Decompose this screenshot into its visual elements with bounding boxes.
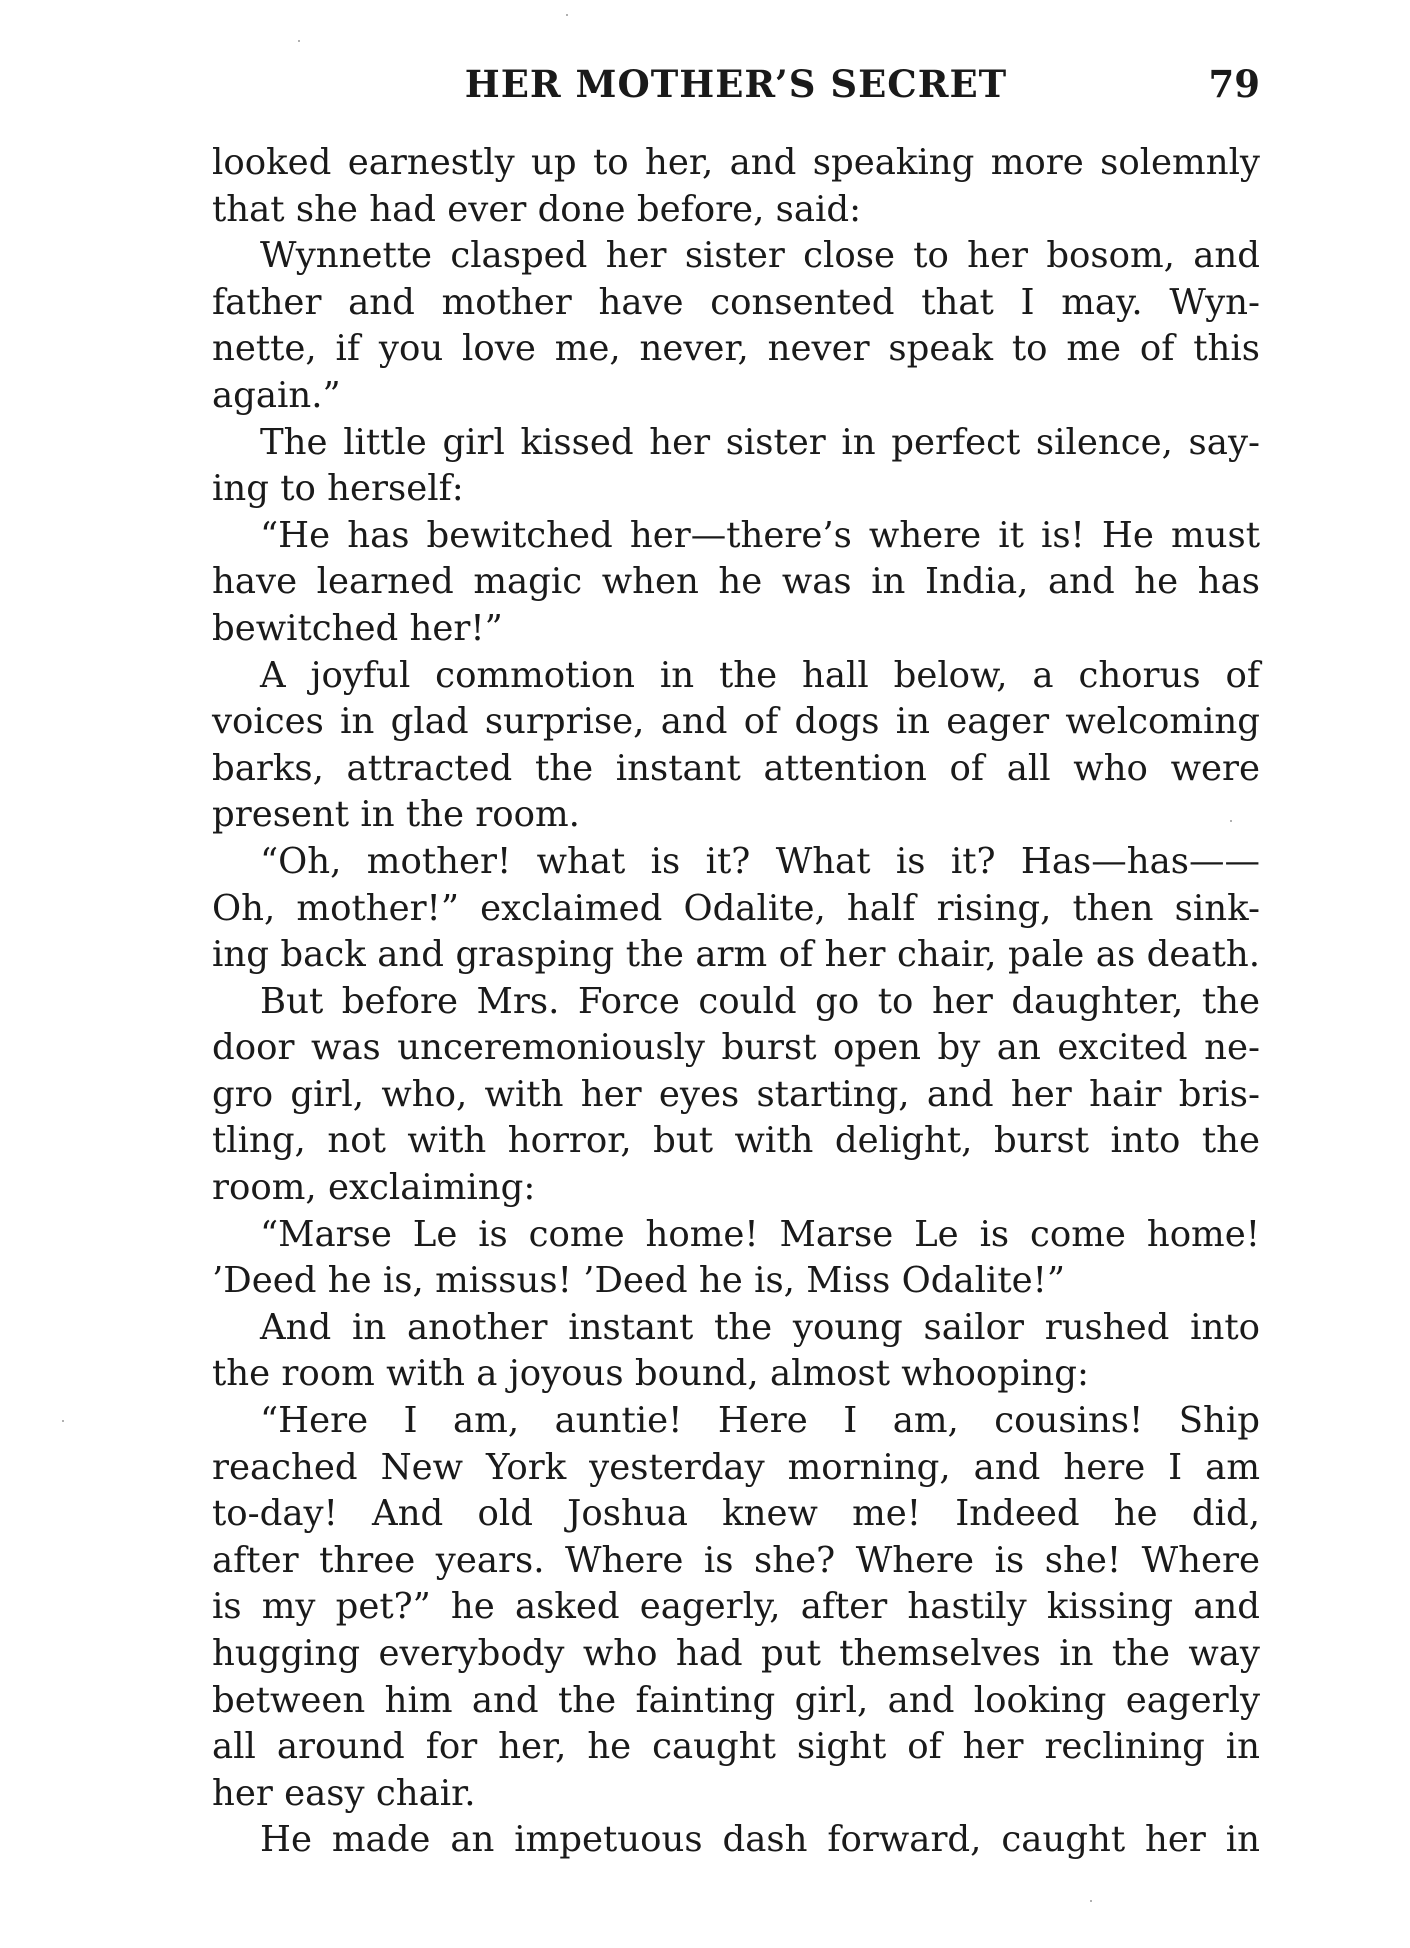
text-line: to-day! And old Joshua knew me! Indeed he did, bbox=[212, 1493, 1260, 1535]
text-line: ’Deed he is, missus! ’Deed he is, Miss Odalite!” bbox=[212, 1260, 1066, 1302]
text-line: her easy chair. bbox=[212, 1772, 476, 1814]
text-line: ing back and grasping the arm of her chair, pale as death. bbox=[212, 934, 1260, 976]
text-line: present in the room. bbox=[212, 794, 580, 836]
text-line: again.” bbox=[212, 374, 341, 416]
paper-speck bbox=[62, 1420, 64, 1422]
text-line: the room with a joyous bound, almost whooping: bbox=[212, 1353, 1089, 1395]
paper-speck bbox=[1090, 1900, 1092, 1902]
text-line: between him and the fainting girl, and looking eagerly bbox=[212, 1679, 1260, 1721]
text-line: But before Mrs. Force could go to her daughter, the bbox=[260, 980, 1260, 1022]
text-line: Wynnette clasped her sister close to her bosom, and bbox=[260, 235, 1260, 277]
text-line: after three years. Where is she? Where is she! Where bbox=[212, 1539, 1260, 1581]
text-line: gro girl, who, with her eyes starting, and her hair bris- bbox=[212, 1073, 1260, 1115]
text-line: looked earnestly up to her, and speaking more solemnly bbox=[212, 142, 1260, 183]
text-line: tling, not with horror, but with delight, burst into the bbox=[212, 1120, 1260, 1162]
text-line: have learned magic when he was in India, and he has bbox=[212, 561, 1260, 603]
text-line: A joyful commotion in the hall below, a chorus of bbox=[260, 654, 1260, 696]
running-head bbox=[212, 58, 1260, 110]
text-line: Oh, mother!” exclaimed Odalite, half rising, then sink- bbox=[212, 887, 1260, 929]
text-line: nette, if you love me, never, never speak to me of this bbox=[212, 328, 1260, 370]
text-line: “Marse Le is come home! Marse Le is come home! bbox=[260, 1213, 1260, 1255]
text-line: And in another instant the young sailor rushed into bbox=[260, 1306, 1260, 1348]
paper-speck bbox=[1230, 820, 1232, 822]
text-line: The little girl kissed her sister in perfect silence, say- bbox=[260, 421, 1260, 463]
text-line: barks, attracted the instant attention of all who were bbox=[212, 747, 1260, 789]
text-line: is my pet?” he asked eagerly, after hastily kissing and bbox=[212, 1586, 1260, 1628]
text-line: “Here I am, auntie! Here I am, cousins! Ship bbox=[260, 1400, 1260, 1442]
paper-speck bbox=[566, 14, 568, 16]
text-line: father and mother have consented that I may. Wyn- bbox=[212, 281, 1260, 323]
text-line: bewitched her!” bbox=[212, 607, 503, 649]
body-text bbox=[212, 140, 1260, 1864]
text-line: “Oh, mother! what is it? What is it? Has—has—— bbox=[260, 840, 1260, 882]
text-line: reached New York yesterday morning, and here I am bbox=[212, 1446, 1260, 1488]
text-line: door was unceremoniously burst open by an excited ne- bbox=[212, 1027, 1260, 1069]
text-line: hugging everybody who had put themselves in the way bbox=[212, 1633, 1260, 1674]
text-line: room, exclaiming: bbox=[212, 1167, 536, 1209]
text-line: all around for her, he caught sight of her reclining in bbox=[212, 1726, 1260, 1768]
text-line: voices in glad surprise, and of dogs in eager welcoming bbox=[212, 701, 1260, 743]
paper-speck bbox=[298, 40, 300, 42]
text-line: that she had ever done before, said: bbox=[212, 188, 862, 230]
text-line: “He has bewitched her—there’s where it is! He must bbox=[260, 514, 1260, 556]
text-line: ing to herself: bbox=[212, 468, 464, 510]
text-line: He made an impetuous dash forward, caught her in bbox=[260, 1819, 1260, 1861]
page-number: 79 bbox=[1208, 62, 1260, 106]
running-title: HER MOTHER’S SECRET bbox=[464, 62, 1008, 106]
